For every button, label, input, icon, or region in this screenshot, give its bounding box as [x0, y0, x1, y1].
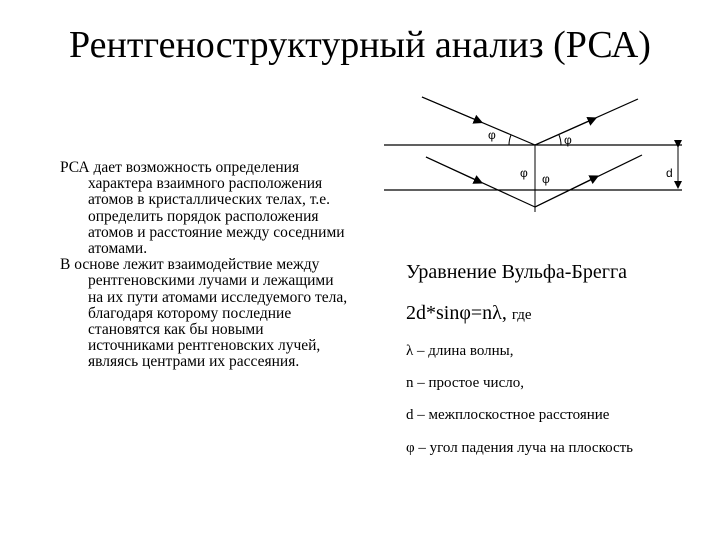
legend-phi: φ – угол падения луча на плоскость: [406, 440, 634, 456]
equation-suffix: где: [511, 307, 532, 323]
slide-title: Рентгеноструктурный анализ (РСА): [69, 24, 651, 66]
equation-formula: [406, 302, 532, 325]
incident-ray-bottom-arrow: [426, 157, 482, 183]
paragraph-rsa-basis: В основе лежит взаимодействие между рентгеновскими лучами и лежащими на их пути атомами исследуемого тела, благодаря которому последние становятся как бы новыми источниками рентгеновских лучей, являясь центрами их рассеяния.: [60, 256, 348, 371]
angle-arc-top-left: [509, 135, 511, 145]
description-text: [60, 160, 352, 371]
angle-label-bottom-left: φ: [520, 166, 528, 180]
equation-expression: 2d*sinφ=nλ,: [406, 302, 507, 324]
paragraph-rsa-purpose: РСА дает возможность определения характера взаимного расположения атомов в кристаллических телах, т.е. определить порядок расположения атомов и расстояние между соседними атомами.: [60, 159, 345, 258]
spacing-label: d: [666, 166, 673, 180]
legend-d: d – межплоскостное расстояние: [406, 407, 610, 423]
legend-n: n – простое число,: [406, 375, 524, 391]
angle-label-top-right: φ: [564, 133, 572, 147]
equation-heading: Уравнение Вульфа-Брегга: [406, 261, 628, 283]
angle-arc-top-right: [559, 135, 561, 145]
bragg-diagram: [370, 95, 700, 215]
angle-label-bottom-right: φ: [542, 172, 550, 186]
incident-ray-top-arrow: [422, 97, 482, 123]
angle-label-top-left: φ: [488, 128, 496, 142]
legend-lambda: λ – длина волны,: [406, 343, 514, 359]
